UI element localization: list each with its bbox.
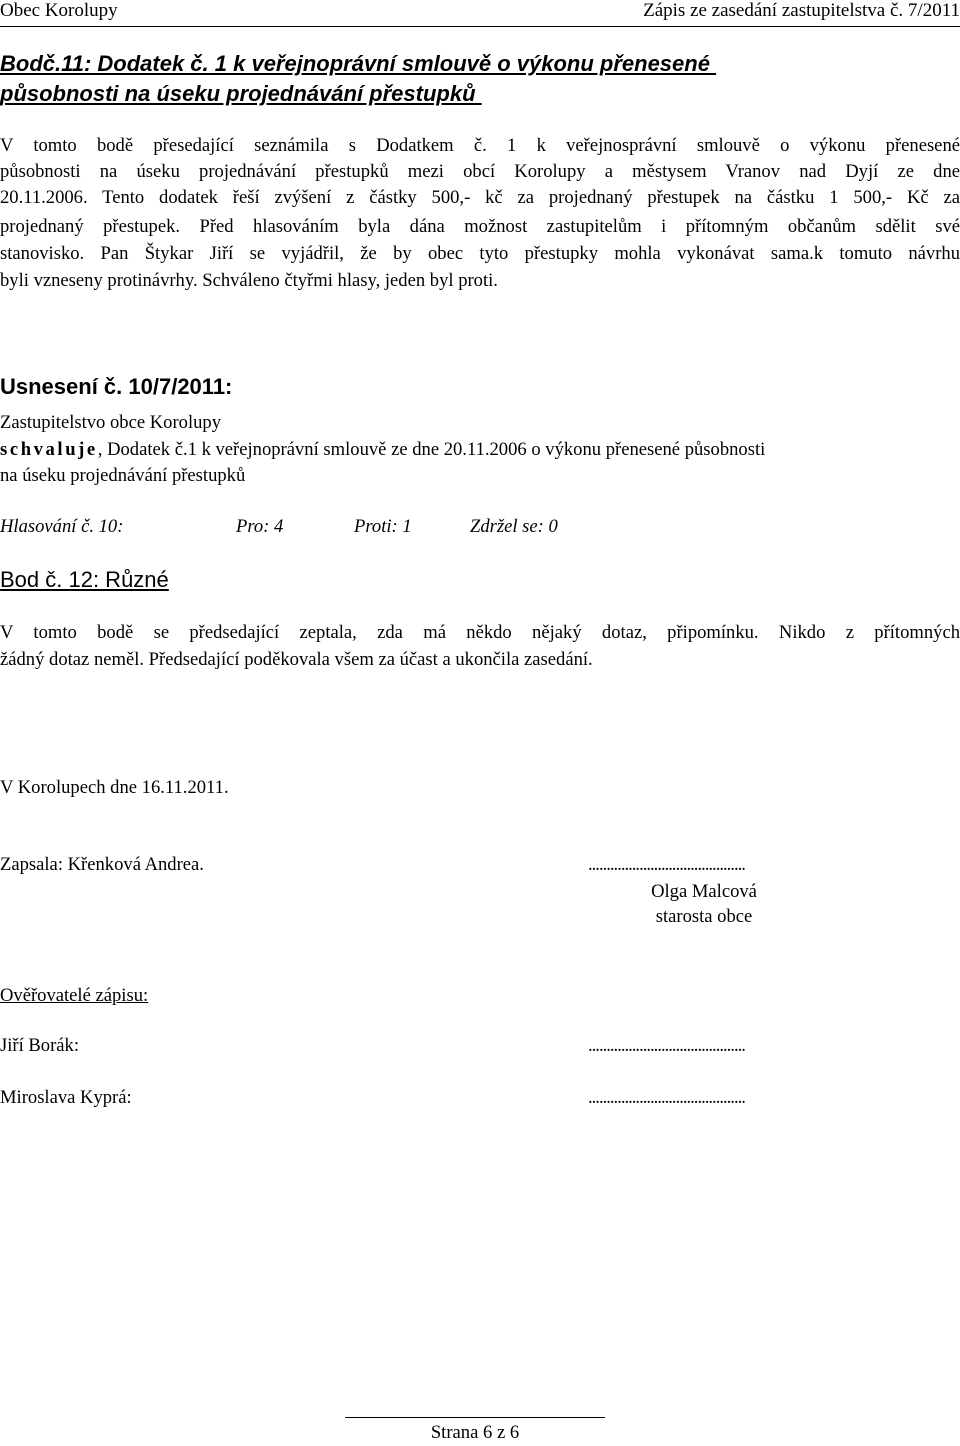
- footer-divider: [345, 1417, 605, 1418]
- resolution-approves-word: schvaluje: [0, 439, 98, 460]
- vote-label: Hlasování č. 10:: [0, 516, 124, 537]
- verifier-signature-line: ...........................................: [588, 1087, 745, 1108]
- item11-title-line1: Bodč.11: Dodatek č. 1 k veřejnoprávní smlouvě o výkonu přenesené: [0, 51, 717, 76]
- resolution-council: Zastupitelstvo obce Korolupy: [0, 412, 222, 433]
- vote-pro: Pro: 4: [236, 516, 284, 537]
- item11-text-line: V tomto bodě přesedající seznámila s Dodatkem č. 1 k veřejnosprávní smlouvě o výkonu přenesené: [0, 135, 960, 156]
- item11-title-line2: působnosti na úseku projednávání přestupků: [0, 81, 482, 106]
- verifier-name: Miroslava Kyprá:: [0, 1087, 132, 1108]
- header-document-title: Zápis ze zasedání zastupitelstva č. 7/2011: [643, 0, 960, 21]
- header-divider: [0, 26, 960, 27]
- item12-text-line1: V tomto bodě se předsedající zeptala, zda má někdo nějaký dotaz, připomínku. Nikdo z přítomných: [0, 622, 960, 643]
- header-municipality: Obec Korolupy: [0, 0, 118, 21]
- vote-abstain: Zdržel se: 0: [470, 516, 558, 537]
- item11-text-line: byli vzneseny protinávrhy. Schváleno čtyřmi hlasy, jeden byl proti.: [0, 270, 498, 291]
- resolution-title: Usnesení č. 10/7/2011:: [0, 374, 233, 399]
- verifiers-label: Ověřovatelé zápisu:: [0, 985, 149, 1006]
- page-number: Strana 6 z 6: [430, 1422, 520, 1443]
- item11-text-line: 20.11.2006. Tento dodatek řeší zvýšení z částky 500,- kč za projednaný přestupek na částku 1 500,- Kč za: [0, 187, 960, 208]
- resolution-approval-line3: na úseku projednávání přestupků: [0, 465, 246, 486]
- mayor-name: Olga Malcová: [651, 881, 757, 902]
- mayor-title: starosta obce: [655, 906, 753, 927]
- verifier-signature-line: ...........................................: [588, 1035, 745, 1056]
- item12-text-line2: žádný dotaz neměl. Předsedající poděkovala všem za účast a ukončila zasedání.: [0, 649, 593, 670]
- item11-text-line: působnosti na úseku projednávání přestupků mezi obcí Korolupy a městysem Vranov nad Dyjí ze dne: [0, 161, 960, 182]
- resolution-approval-text: , Dodatek č.1 k veřejnoprávní smlouvě ze dne 20.11.2006 o výkonu přenesené působnosti: [97, 439, 766, 460]
- item12-title-text: Bod č. 12: Různé: [0, 567, 169, 592]
- vote-proti: Proti: 1: [354, 516, 412, 537]
- place-and-date: V Korolupech dne 16.11.2011.: [0, 777, 229, 798]
- recorded-by: Zapsala: Křenková Andrea.: [0, 854, 204, 875]
- verifier-name: Jiří Borák:: [0, 1035, 80, 1056]
- signature-line: ...........................................: [588, 854, 745, 875]
- item11-text-line: stanovisko. Pan Štykar Jiří se vyjádřil, že by obec tyto přestupky mohla vykonávat sama.k tomuto návrhu: [0, 243, 960, 264]
- resolution-approval-line: [0, 437, 765, 463]
- item12-title: [0, 566, 169, 593]
- item11-text-line: projednaný přestupek. Před hlasováním byla dána možnost zastupitelům i přítomným občanům sdělit své: [0, 216, 960, 237]
